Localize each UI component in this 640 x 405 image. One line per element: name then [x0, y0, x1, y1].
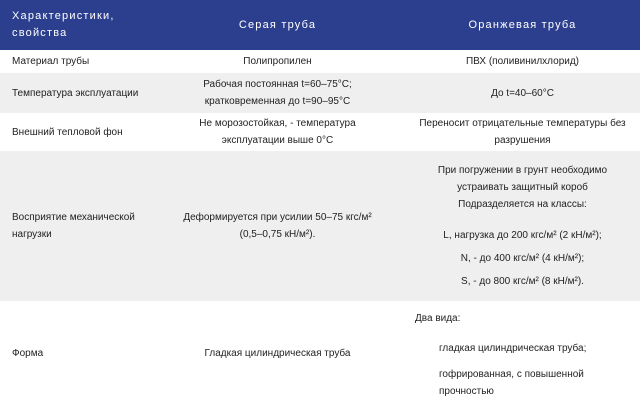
shape-intro: Два вида:	[415, 313, 461, 324]
orange-cell: ПВХ (поливинилхлорид)	[405, 50, 640, 73]
orange-cell	[405, 113, 640, 151]
table-header-row	[0, 0, 640, 50]
orange-cell: До t=40–60°С	[405, 73, 640, 113]
row-label: Форма	[0, 301, 150, 405]
orange-cell-line: Переносит отрицательные температуры без	[419, 118, 626, 129]
gray-cell	[150, 113, 405, 151]
table-row	[0, 73, 640, 113]
shape-item: гофрированная, с повышенной прочностью	[439, 369, 584, 397]
row-label-line: нагрузки	[12, 229, 52, 240]
header-characteristics-line2: свойства	[12, 27, 68, 39]
orange-cell-line: устраивать защитный короб	[457, 182, 588, 193]
load-class-item: L, нагрузка до 200 кгс/м² (2 кН/м²);	[443, 230, 602, 241]
gray-cell-line: эксплуатации выше 0°С	[221, 135, 334, 146]
gray-cell: Гладкая цилиндрическая труба	[150, 301, 405, 405]
gray-cell-line: кратковременная до t=90–95°С	[204, 96, 351, 107]
spacer	[405, 213, 640, 227]
header-orange-pipe: Оранжевая труба	[405, 0, 640, 50]
orange-cell	[405, 151, 640, 301]
table-row	[0, 151, 640, 301]
gray-cell-line: Деформируется при усилии 50–75 кгс/м²	[183, 212, 372, 223]
gray-cell-line: Не морозостойкая, - температура	[199, 118, 356, 129]
row-label	[0, 151, 150, 301]
load-class-item: S, - до 800 кгс/м² (8 кН/м²).	[461, 276, 584, 287]
row-label-line: Восприятие механической	[12, 212, 135, 223]
orange-cell-line: При погружении в грунт необходимо	[437, 165, 608, 176]
header-gray-pipe: Серая труба	[150, 0, 405, 50]
gray-cell	[150, 73, 405, 113]
header-characteristics-line1: Характеристики,	[12, 10, 115, 22]
orange-cell-line: Подразделяется на классы:	[458, 199, 587, 210]
gray-cell: Полипропилен	[150, 50, 405, 73]
table-row	[0, 113, 640, 151]
table-row	[0, 301, 640, 405]
gray-cell-line: (0,5–0,75 кН/м²).	[239, 229, 316, 240]
row-label: Внешний тепловой фон	[0, 113, 150, 151]
table-row	[0, 50, 640, 73]
gray-cell	[150, 151, 405, 301]
orange-cell	[405, 301, 640, 405]
orange-cell-line: разрушения	[494, 135, 551, 146]
row-label: Материал трубы	[0, 50, 150, 73]
load-class-item: N, - до 400 кгс/м² (4 кН/м²);	[460, 253, 585, 264]
row-label: Температура эксплуатации	[0, 73, 150, 113]
header-characteristics	[0, 0, 150, 50]
shape-item: гладкая цилиндрическая труба;	[439, 343, 587, 354]
gray-cell-line: Рабочая постоянная t=60–75°С;	[203, 79, 352, 90]
